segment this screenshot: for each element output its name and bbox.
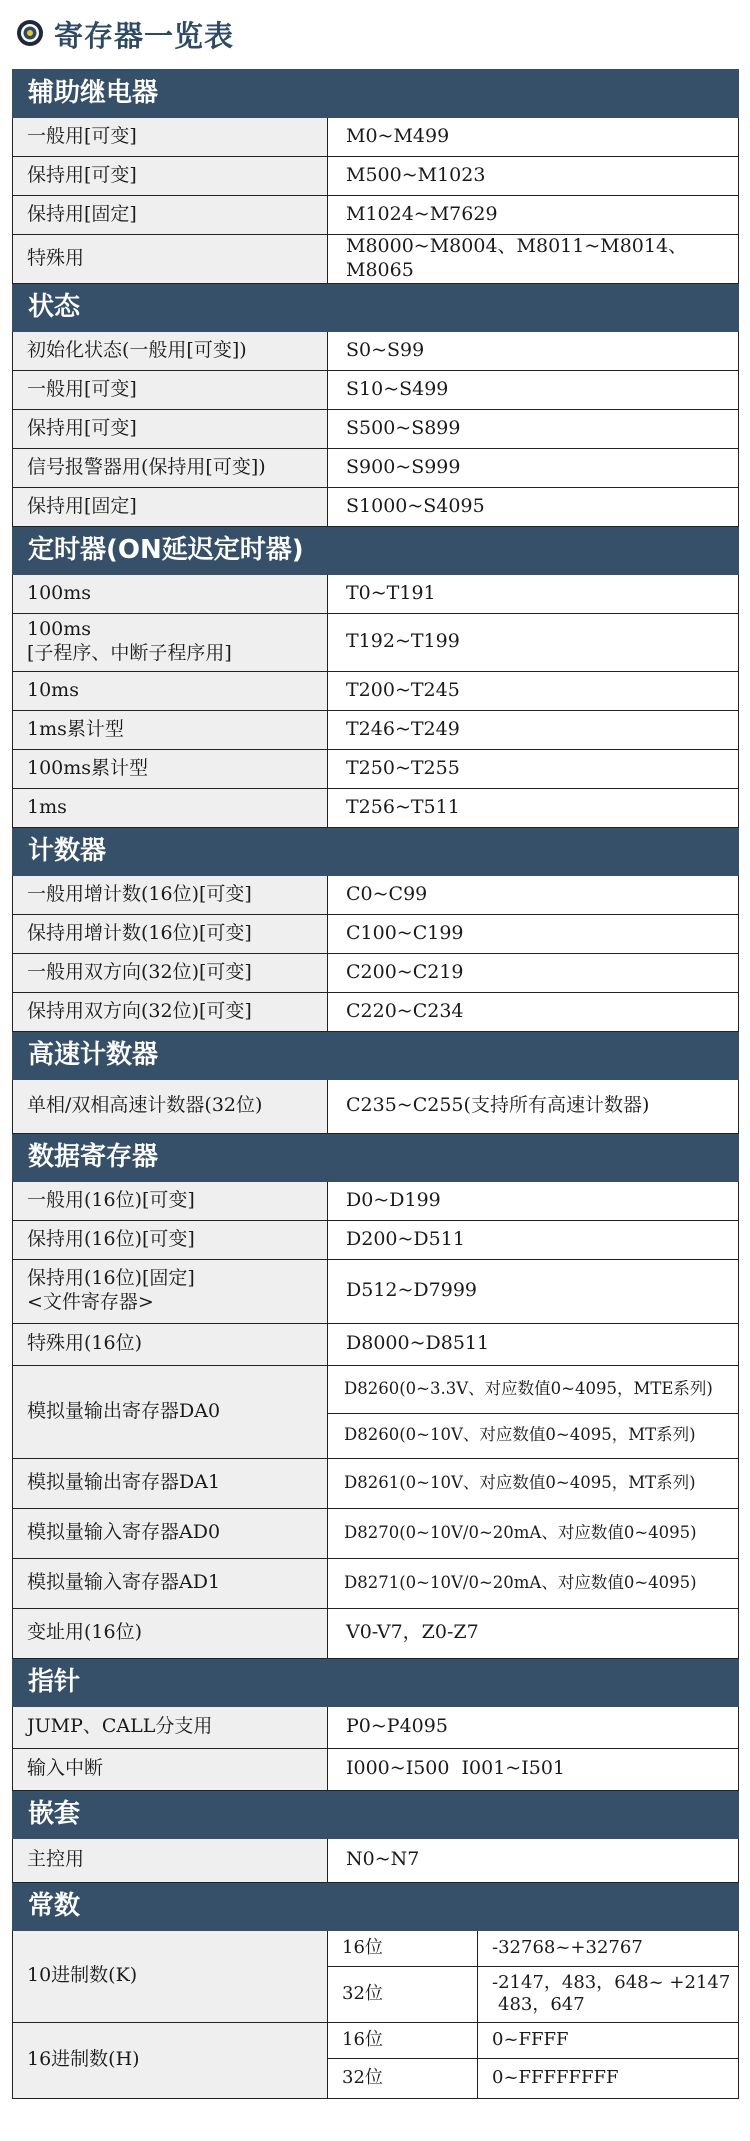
row-label: 模拟量输入寄存器AD1 [13,1558,328,1608]
range-value-line2: 483，647 [498,1994,585,2015]
table-row [13,1508,739,1558]
register-table [12,69,739,2099]
row-label: 保持用[固定] [13,196,328,235]
row-value: S500~S899 [328,409,739,448]
row-value: T0~T191 [328,574,739,613]
page-title: 寄存器一览表 [54,19,235,53]
table-row [13,613,739,671]
section-header-data-reg [13,1133,739,1181]
row-value: S900~S999 [328,448,739,487]
table-row [13,1079,739,1133]
row-label: 信号报警器用(保持用[可变]) [13,448,328,487]
row-label-line1: 100ms [27,618,92,641]
bits-label: 32位 [328,2058,478,2098]
row-label: 100ms [13,574,328,613]
row-label: 初始化状态(一般用[可变]) [13,331,328,370]
range-value: -32768~+32767 [478,1930,739,1966]
row-label: 模拟量输出寄存器DA1 [13,1458,328,1508]
title-bar [0,0,750,68]
row-value: T192~T199 [328,613,739,671]
table-row [13,409,739,448]
row-label: 10进制数(K) [13,1930,328,2022]
row-label: 模拟量输入寄存器AD0 [13,1508,328,1558]
table-row [13,749,739,788]
row-value: D512~D7999 [328,1259,739,1323]
bits-label: 32位 [328,1966,478,2022]
row-value: S1000~S4095 [328,487,739,526]
row-label: 一般用[可变] [13,118,328,157]
row-value: T250~T255 [328,749,739,788]
row-label: 一般用[可变] [13,370,328,409]
row-label: 一般用双方向(32位)[可变] [13,953,328,992]
row-value-2: D8260(0~10V、对应数值0~4095，MT系列) [328,1413,739,1458]
row-value: M8000~M8004、M8011~M8014、M8065 [328,235,739,284]
section-header-state [13,283,739,331]
row-value: I000~I500 I001~I501 [328,1748,739,1790]
table-row [13,1323,739,1365]
table-row [13,1458,739,1508]
row-value: S10~S499 [328,370,739,409]
range-value: 0~FFFF [478,2022,739,2058]
table-row [13,118,739,157]
table-row [13,196,739,235]
row-label: 主控用 [13,1838,328,1882]
row-value: C0~C99 [328,875,739,914]
table-row [13,1181,739,1220]
table-row [13,914,739,953]
section-title: 辅助继电器 [13,70,739,118]
row-value: D8270(0~10V/0~20mA、对应数值0~4095) [328,1508,739,1558]
row-value: T200~T245 [328,671,739,710]
row-label: 保持用双方向(32位)[可变] [13,992,328,1031]
row-label [13,613,328,671]
row-value: V0-V7，Z0-Z7 [328,1608,739,1658]
table-row [13,1930,739,1966]
section-title: 定时器(ON延迟定时器) [13,526,739,574]
row-value: C220~C234 [328,992,739,1031]
row-label: 保持用[可变] [13,409,328,448]
row-label: 输入中断 [13,1748,328,1790]
table-row [13,157,739,196]
table-row [13,788,739,827]
row-label-line2: <文件寄存器> [27,1291,154,1313]
row-value: D8000~D8511 [328,1323,739,1365]
section-title: 计数器 [13,827,739,875]
row-value: T246~T249 [328,710,739,749]
row-label: 1ms累计型 [13,710,328,749]
section-header-nesting [13,1790,739,1838]
row-label: 一般用(16位)[可变] [13,1181,328,1220]
table-row [13,953,739,992]
row-label: 10ms [13,671,328,710]
section-title: 常数 [13,1882,739,1930]
section-header-constant [13,1882,739,1930]
table-row [13,1259,739,1323]
row-value: M0~M499 [328,118,739,157]
section-title: 状态 [13,283,739,331]
table-row [13,2022,739,2058]
section-title: 嵌套 [13,1790,739,1838]
bits-label: 16位 [328,2022,478,2058]
row-label: 1ms [13,788,328,827]
table-row [13,487,739,526]
table-row [13,992,739,1031]
row-value: P0~P4095 [328,1706,739,1748]
section-header-timer [13,526,739,574]
row-label: 100ms累计型 [13,749,328,788]
row-value: N0~N7 [328,1838,739,1882]
section-header-aux-relay [13,70,739,118]
target-circle-icon [16,19,44,47]
row-label: 特殊用 [13,235,328,284]
section-header-hs-counter [13,1031,739,1079]
row-label: 16进制数(H) [13,2022,328,2098]
table-row [13,370,739,409]
row-label [13,1259,328,1323]
table-row [13,875,739,914]
table-row [13,1706,739,1748]
row-value: M1024~M7629 [328,196,739,235]
row-value: C200~C219 [328,953,739,992]
table-row [13,1365,739,1413]
row-value: D200~D511 [328,1220,739,1259]
table-row [13,1608,739,1658]
row-value: D0~D199 [328,1181,739,1220]
section-header-counter [13,827,739,875]
table-row [13,710,739,749]
row-value: D8260(0~3.3V、对应数值0~4095，MTE系列) [328,1365,739,1413]
row-label: 一般用增计数(16位)[可变] [13,875,328,914]
section-title: 高速计数器 [13,1031,739,1079]
range-value [478,1966,739,2022]
table-row [13,671,739,710]
row-label: 保持用增计数(16位)[可变] [13,914,328,953]
row-label-line1: 保持用(16位)[固定] [27,1267,195,1290]
row-value: C100~C199 [328,914,739,953]
row-value: S0~S99 [328,331,739,370]
row-label: 单相/双相高速计数器(32位) [13,1079,328,1133]
row-value: M500~M1023 [328,157,739,196]
table-row [13,1748,739,1790]
table-row [13,331,739,370]
bits-label: 16位 [328,1930,478,1966]
table-row [13,1220,739,1259]
row-value: C235~C255(支持所有高速计数器) [328,1079,739,1133]
section-title: 数据寄存器 [13,1133,739,1181]
row-label: 变址用(16位) [13,1608,328,1658]
row-label: 保持用[可变] [13,157,328,196]
section-header-pointer [13,1658,739,1706]
row-label: 模拟量输出寄存器DA0 [13,1365,328,1458]
row-value: D8261(0~10V、对应数值0~4095，MT系列) [328,1458,739,1508]
table-row [13,235,739,284]
table-row [13,574,739,613]
row-label: 保持用[固定] [13,487,328,526]
row-value: D8271(0~10V/0~20mA、对应数值0~4095) [328,1558,739,1608]
row-value: T256~T511 [328,788,739,827]
row-label-line2: [子程序、中断子程序用] [27,642,232,664]
section-title: 指针 [13,1658,739,1706]
table-row [13,1558,739,1608]
row-label: 保持用(16位)[可变] [13,1220,328,1259]
row-label: 特殊用(16位) [13,1323,328,1365]
table-row [13,448,739,487]
range-value-line1: -2147，483，648~ +2147 [492,1971,731,1993]
row-label: JUMP、CALL分支用 [13,1706,328,1748]
range-value: 0~FFFFFFFF [478,2058,739,2098]
table-row [13,1838,739,1882]
